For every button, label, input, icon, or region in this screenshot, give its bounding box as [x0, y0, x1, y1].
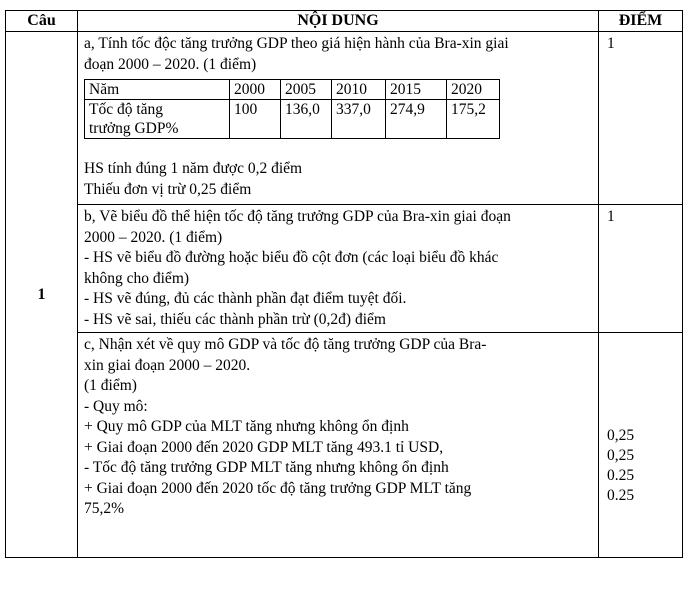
- part-c-score: 0,25: [607, 427, 635, 444]
- part-a-score: 1: [599, 32, 683, 205]
- year-cell: 2000: [230, 80, 281, 100]
- value-cell: 100: [230, 100, 281, 139]
- growth-table-header-row: [85, 80, 500, 100]
- part-c-line-9: 75,2%: [84, 500, 125, 517]
- part-b-line-3: - HS vẽ biểu đồ đường hoặc biểu đồ cột đơn (các loại biểu đồ khác: [84, 249, 499, 266]
- part-b-line-4: không cho điểm): [84, 269, 190, 287]
- header-question: Câu: [6, 11, 78, 32]
- part-c-line-7: - Tốc độ tăng trưởng GDP MLT tăng nhưng không ổn định: [84, 459, 449, 476]
- part-b-line-1: b, Vẽ biểu đồ thể hiện tốc độ tăng trưởng GDP của Bra-xin giai đoạn: [84, 208, 511, 225]
- part-b-line-5: - HS vẽ đúng, đủ các thành phần đạt điểm tuyệt đối.: [84, 290, 407, 307]
- value-cell: 175,2: [447, 100, 500, 139]
- part-c-line-3: (1 điểm): [84, 377, 137, 394]
- part-a-title-1: a, Tính tốc độc tăng trưởng GDP theo giá hiện hành của Bra-xin giai: [84, 35, 509, 52]
- part-c-line-5: + Quy mô GDP của MLT tăng nhưng không ổn định: [84, 418, 409, 435]
- part-c-score: 0,25: [607, 447, 635, 464]
- answer-key-table: [5, 10, 683, 558]
- part-a-content: [78, 32, 599, 205]
- row-part-c: [6, 333, 683, 558]
- part-a-note-2: Thiếu đơn vị trừ 0,25 điểm: [84, 180, 252, 198]
- spacer: [84, 145, 598, 159]
- part-c-scores: [599, 333, 683, 558]
- part-c-content: [78, 333, 599, 558]
- header-row: [6, 11, 683, 32]
- part-a-note-1: HS tính đúng 1 năm được 0,2 điểm: [84, 160, 303, 177]
- header-score: ĐIỂM: [599, 11, 683, 32]
- year-header: Năm: [85, 80, 230, 100]
- part-c-line-1: c, Nhận xét về quy mô GDP và tốc độ tăng trưởng GDP của Bra-: [84, 336, 487, 353]
- question-number: 1: [6, 32, 78, 558]
- row-part-b: [6, 205, 683, 333]
- part-c-line-8: + Giai đoạn 2000 đến 2020 tốc độ tăng trưởng GDP MLT tăng: [84, 479, 472, 497]
- row-label: [85, 100, 230, 139]
- part-c-line-2: xin giai đoạn 2000 – 2020.: [84, 356, 251, 374]
- row-label-line-1: Tốc độ tăng: [89, 101, 164, 118]
- part-b-content: [78, 205, 599, 333]
- year-cell: 2005: [281, 80, 332, 100]
- value-cell: 274,9: [386, 100, 447, 139]
- part-c-line-6: + Giai đoạn 2000 đến 2020 GDP MLT tăng 493.1 tỉ USD,: [84, 438, 444, 456]
- value-cell: 337,0: [332, 100, 386, 139]
- part-c-score-list: [607, 426, 682, 506]
- part-c-line-4: - Quy mô:: [84, 397, 148, 415]
- part-a-title-2: đoạn 2000 – 2020. (1 điểm): [84, 55, 257, 73]
- row-label-line-2: trưởng GDP%: [89, 120, 179, 137]
- year-cell: 2020: [447, 80, 500, 100]
- year-cell: 2010: [332, 80, 386, 100]
- row-part-a: [6, 32, 683, 205]
- part-b-line-2: 2000 – 2020. (1 điểm): [84, 228, 223, 246]
- growth-rate-table: [84, 79, 500, 139]
- part-c-score: 0.25: [607, 467, 635, 484]
- part-b-score: 1: [599, 205, 683, 333]
- part-b-line-6: - HS vẽ sai, thiếu các thành phần trừ (0,2đ) điểm: [84, 310, 386, 328]
- header-content: NỘI DUNG: [78, 11, 599, 32]
- growth-table-value-row: [85, 100, 500, 139]
- value-cell: 136,0: [281, 100, 332, 139]
- part-c-score: 0.25: [607, 487, 635, 504]
- year-cell: 2015: [386, 80, 447, 100]
